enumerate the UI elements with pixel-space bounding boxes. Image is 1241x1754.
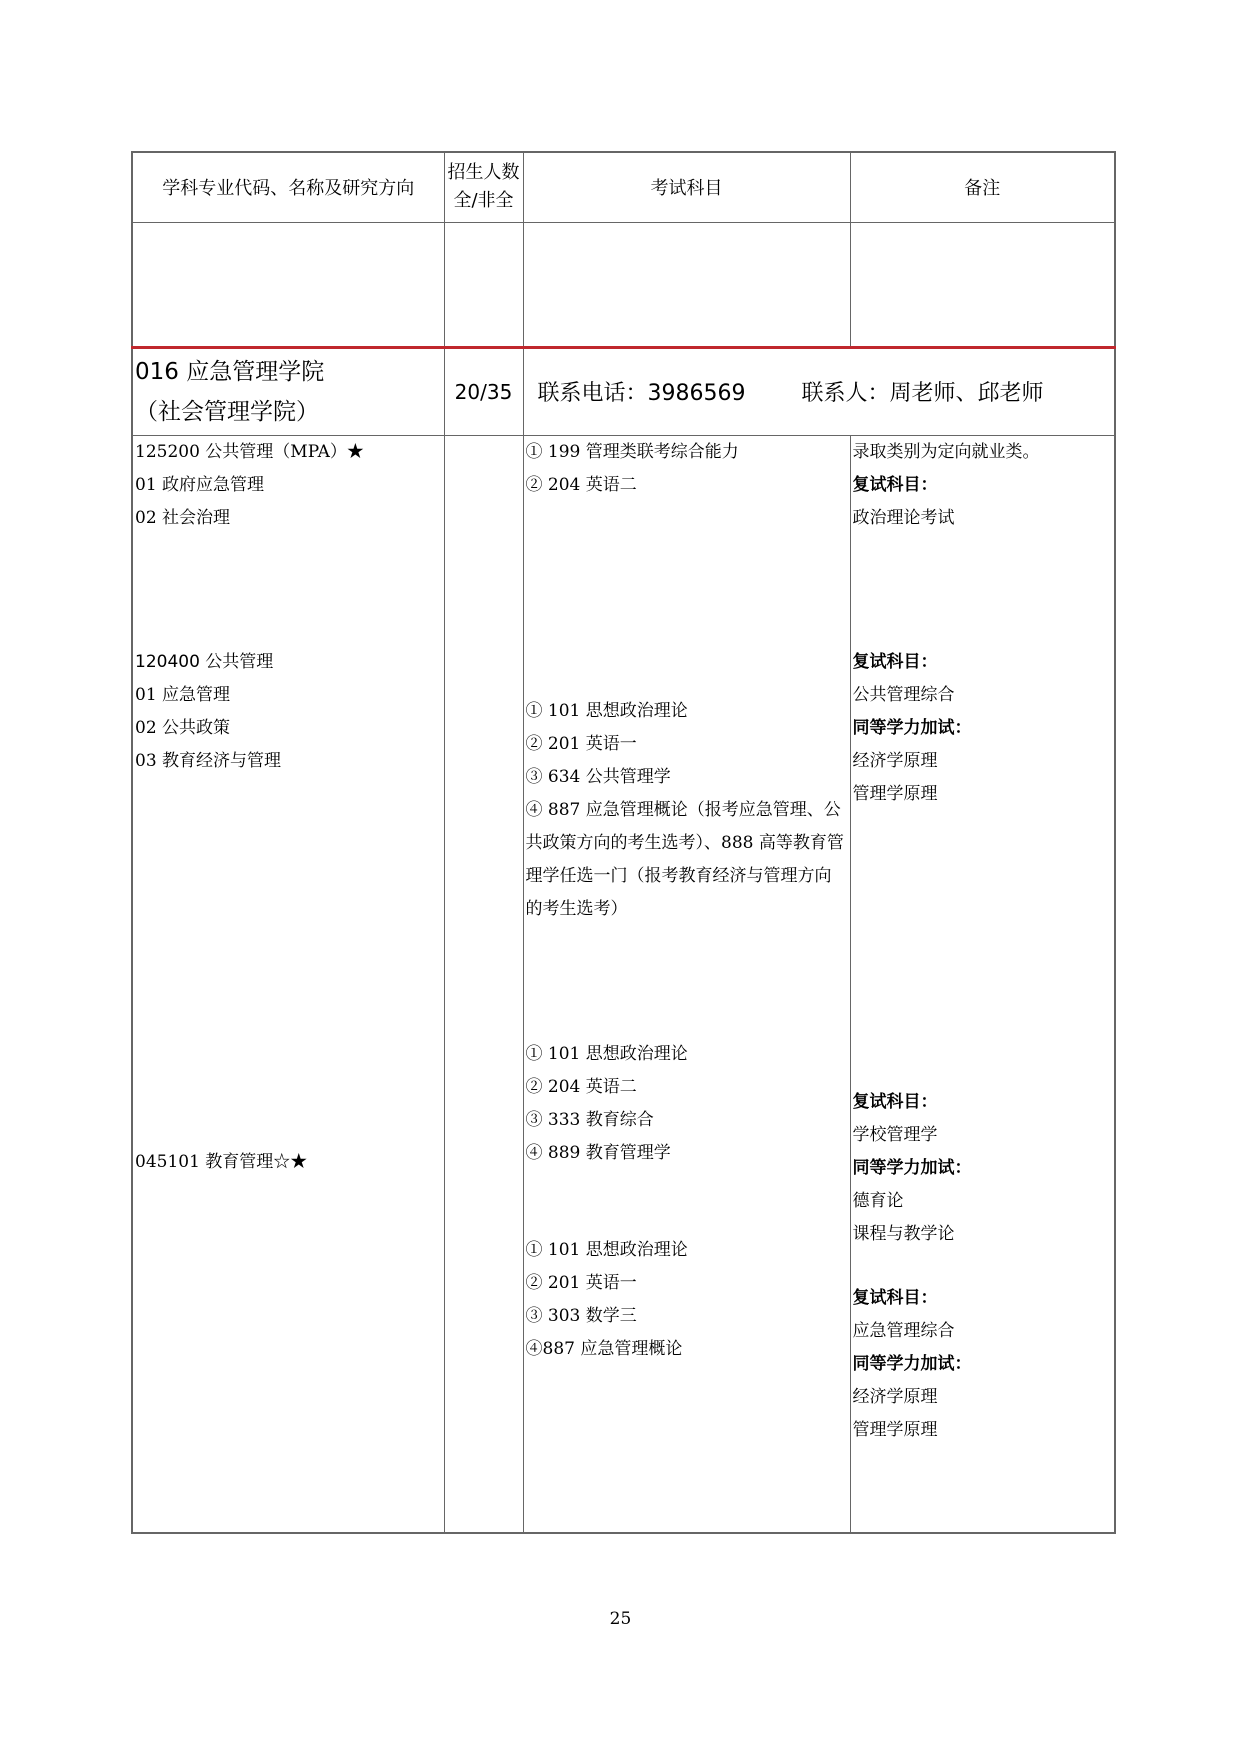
blank-cell: [850, 222, 1115, 347]
program-direction: 02 社会治理: [135, 507, 231, 528]
note-text: 经济学原理: [852, 1386, 938, 1407]
note-text: 管理学原理: [852, 1419, 938, 1440]
department-row: [132, 347, 1115, 435]
program-direction: 03 教育经济与管理: [135, 750, 282, 771]
exam-subject: ③ 634 公共管理学: [525, 766, 671, 787]
note-text: 课程与教学论: [852, 1223, 955, 1244]
notes-cell: [850, 435, 1115, 1533]
note-heading: 复试科目：: [852, 474, 938, 495]
note-text: 政治理论考试: [852, 507, 955, 528]
admissions-table: [131, 151, 1116, 1534]
exam-subject: ④ 887 应急管理概论（报考应急管理、公共政策方向的考生选考）、888 高等教育管理学任选一门（报考教育经济与管理方向的考生选考）: [525, 799, 844, 919]
note-text: 经济学原理: [852, 750, 938, 771]
header-enrollment-count: 招生人数: [447, 162, 520, 184]
header-exams: 考试科目: [523, 152, 850, 222]
blank-cell: [444, 222, 523, 347]
program-direction: 01 政府应急管理: [135, 474, 265, 495]
note-heading: 同等学力加试：: [852, 1353, 972, 1374]
note-text: 学校管理学: [852, 1124, 938, 1145]
exam-subject: ④ 889 教育管理学: [525, 1142, 671, 1163]
department-enrollment: 20/35: [444, 347, 523, 435]
program-code-name: 045101 教育管理☆★: [135, 1151, 308, 1172]
department-phone: 联系电话：3986569: [537, 381, 746, 406]
programs-cell: [132, 435, 444, 1533]
note-heading: 同等学力加试：: [852, 1157, 972, 1178]
exam-subject: ④887 应急管理概论: [525, 1338, 683, 1359]
exam-subject: ② 201 英语一: [525, 1272, 637, 1293]
department-name: 016 应急管理学院: [135, 358, 325, 385]
exam-subject: ① 101 思想政治理论: [525, 1239, 688, 1260]
exam-subject: ② 204 英语二: [525, 474, 637, 495]
note-heading: 复试科目：: [852, 651, 938, 672]
exam-subject: ② 201 英语一: [525, 733, 637, 754]
note-text: 管理学原理: [852, 783, 938, 804]
department-name-cell: [132, 347, 444, 435]
table-header-row: [132, 152, 1115, 222]
program-direction: 01 应急管理: [135, 684, 231, 705]
exams-cell: [523, 435, 850, 1533]
table-blank-row: [132, 222, 1115, 347]
exam-subject: ① 199 管理类联考综合能力: [525, 441, 739, 462]
program-code-name: 120400 公共管理: [135, 651, 274, 672]
exam-subject: ① 101 思想政治理论: [525, 1043, 688, 1064]
program-code-name: 125200 公共管理（MPA）★: [135, 441, 364, 462]
exam-subject: ③ 333 教育综合: [525, 1109, 654, 1130]
programs-enrollment-cell: [444, 435, 523, 1533]
note-heading: 同等学力加试：: [852, 717, 972, 738]
note-heading: 复试科目：: [852, 1091, 938, 1112]
note-text: 录取类别为定向就业类。: [852, 441, 1040, 462]
header-program: 学科专业代码、名称及研究方向: [132, 152, 444, 222]
header-notes: 备注: [850, 152, 1115, 222]
department-contact-person: 联系人：周老师、邱老师: [801, 381, 1044, 406]
program-direction: 02 公共政策: [135, 717, 231, 738]
header-enrollment-mode: 全/非全: [453, 190, 514, 212]
note-text: 公共管理综合: [852, 684, 955, 705]
page-number: 25: [609, 1609, 632, 1629]
exam-subject: ② 204 英语二: [525, 1076, 637, 1097]
department-contact-cell: [523, 347, 1115, 435]
note-heading: 复试科目：: [852, 1287, 938, 1308]
blank-cell: [523, 222, 850, 347]
header-enrollment: [444, 152, 523, 222]
blank-cell: [132, 222, 444, 347]
exam-subject: ① 101 思想政治理论: [525, 700, 688, 721]
exam-subject: ③ 303 数学三: [525, 1305, 637, 1326]
programs-row: [132, 435, 1115, 1533]
note-text: 应急管理综合: [852, 1320, 955, 1341]
note-text: 德育论: [852, 1190, 904, 1211]
department-alt-name: （社会管理学院）: [135, 398, 319, 425]
